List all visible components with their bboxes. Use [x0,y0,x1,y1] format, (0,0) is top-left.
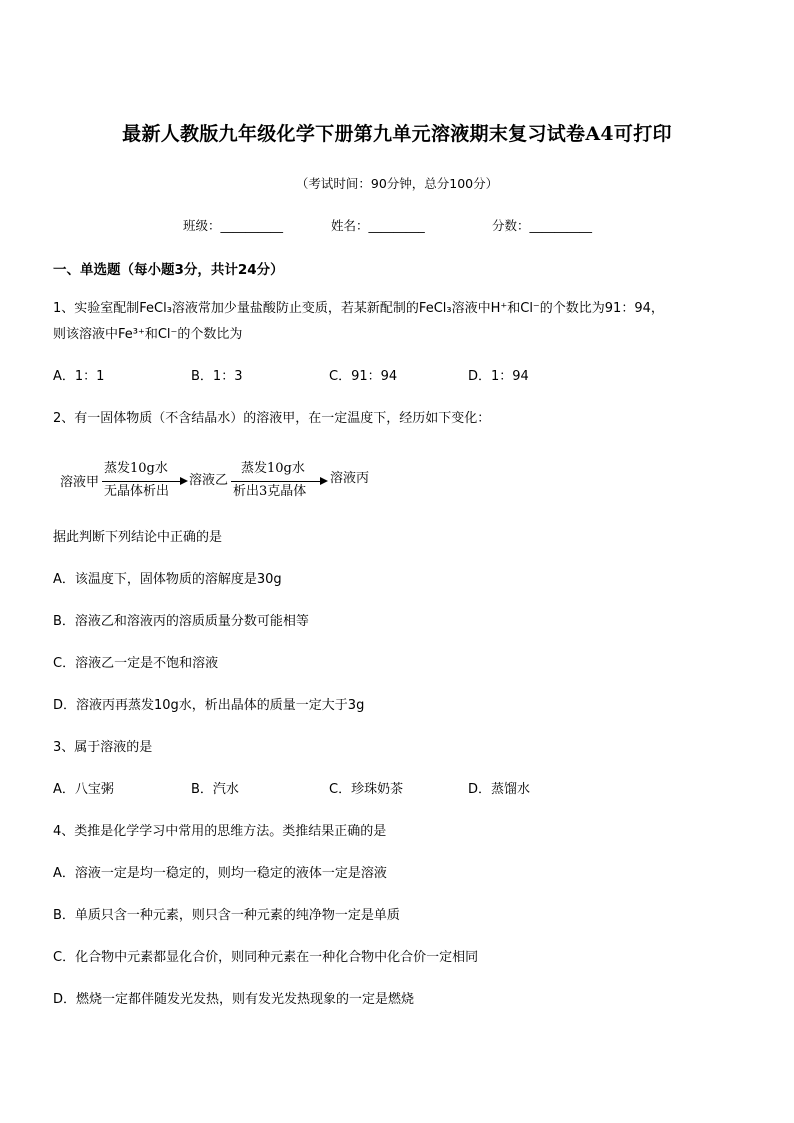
q3-option-d: D．蒸馏水 [468,782,531,797]
q2-option-a: A．该温度下，固体物质的溶解度是30g [53,572,282,587]
q1-option-a: A．1：1 [53,369,105,384]
q4-option-a: A．溶液一定是均一稳定的，则均一稳定的液体一定是溶液 [53,866,387,881]
q2-option-b: B．溶液乙和溶液丙的溶质质量分数可能相等 [53,614,309,629]
diagram-step2-condition: 蒸发10g水 [241,461,305,476]
name-field: 姓名：_________ [331,218,425,233]
q2-prompt: 据此判断下列结论中正确的是 [53,530,223,545]
diagram-step2-result: 析出3克晶体 [233,484,307,499]
q2-stem: 2、有一固体物质（不含结晶水）的溶液甲，在一定温度下，经历如下变化： [53,411,491,426]
q4-option-d: D．燃烧一定都伴随发光发热，则有发光发热现象的一定是燃烧 [53,992,415,1007]
q4-option-c: C．化合物中元素都显化合价，则同种元素在一种化合物中化合价一定相同 [53,950,479,965]
q3-option-c: C．珍珠奶茶 [329,782,404,797]
diagram-step1-condition: 蒸发10g水 [104,461,168,476]
section-heading: 一、单选题（每小题3分，共计24分） [53,262,284,278]
diagram-solution-c: 溶液丙 [330,471,370,486]
q3-option-a: A．八宝粥 [53,782,114,797]
exam-info: （考试时间：90分钟，总分100分） [295,176,499,191]
score-field: 分数：__________ [492,218,593,233]
q1-option-d: D．1：94 [468,369,529,384]
diagram-arrowhead-1 [180,477,188,485]
diagram-solution-a: 溶液甲 [60,475,100,490]
diagram-arrowhead-2 [320,477,328,485]
q3-option-b: B．汽水 [191,782,239,797]
page-title: 最新人教版九年级化学下册第九单元溶液期末复习试卷A4可打印 [122,123,672,145]
q1-stem-line2: 则该溶液中Fe³⁺和Cl⁻的个数比为 [53,327,243,342]
q3-stem: 3、属于溶液的是 [53,740,153,755]
class-field: 班级：__________ [183,218,284,233]
diagram-solution-b: 溶液乙 [189,473,229,488]
q2-option-c: C．溶液乙一定是不饱和溶液 [53,656,219,671]
q4-stem: 4、类推是化学学习中常用的思维方法。类推结果正确的是 [53,824,387,839]
q1-option-c: C．91：94 [329,369,398,384]
q1-option-b: B．1：3 [191,369,243,384]
diagram-arrow-1 [102,481,180,482]
diagram-step1-result: 无晶体析出 [104,484,170,499]
diagram-arrow-2 [231,481,320,482]
q4-option-b: B．单质只含一种元素，则只含一种元素的纯净物一定是单质 [53,908,400,923]
q1-stem-line1: 1、实验室配制FeCl₃溶液常加少量盐酸防止变质，若某新配制的FeCl₃溶液中H⁺和Cl⁻的个数比为91：94， [53,301,664,316]
q2-option-d: D．溶液丙再蒸发10g水，析出晶体的质量一定大于3g [53,698,365,713]
